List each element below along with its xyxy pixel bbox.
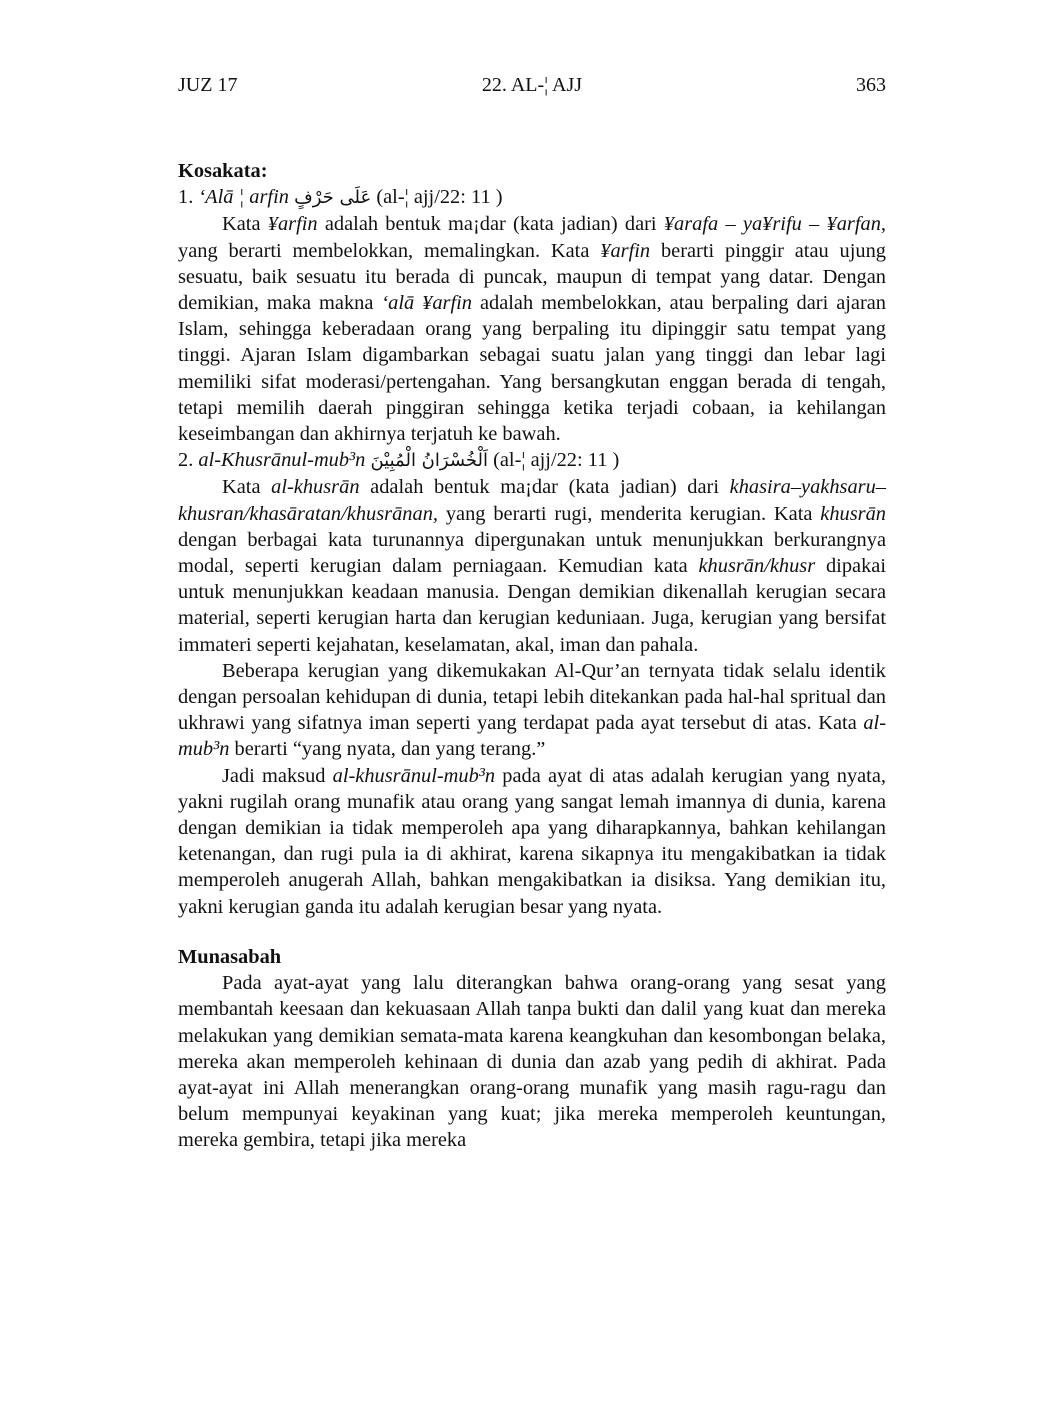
surah-label: 22. AL-¦ AJJ <box>481 74 583 96</box>
section-gap <box>178 920 886 944</box>
vocab-paragraph-1: Kata ¥arfin adalah bentuk ma¡dar (kata jadian) dari ¥arafa – ya¥rifu – ¥arfan, yang berarti membelokkan, memalingkan. Kata ¥arfin berarti pinggir atau ujung sesuatu, baik sesuatu itu berada di puncak, maupun di tempat yang datar. Dengan demikian, maka makna ‘alā ¥arfin adalah membelokkan, atau berpaling dari ajaran Islam, sehingga keberadaan orang yang berpaling itu dipinggir satu tempat yang tinggi. Ajaran Islam digambarkan sebagai suatu jalan yang tinggi dan lebar lagi memiliki sifat moderasi/pertengahan. Yang bersangkutan enggan berada di tengah, tetapi memilih daerah pinggiran sehingga ketika terjadi cobaan, ia kehilangan keseimbangan dan akhirnya terjatuh ke bawah. <box>178 213 886 446</box>
entry-term: al-Khusrānul-mub³n <box>198 449 366 472</box>
running-header <box>178 74 886 104</box>
juz-label: JUZ 17 <box>178 74 238 96</box>
entry-arabic: اَلْخُسْرَانُ الْمُبِيْنَ <box>370 450 488 472</box>
vocab-paragraph-4: Jadi maksud al-khusrānul-mub³n pada ayat di atas adalah kerugian yang nyata, yakni rugilah orang munafik atau orang yang sangat lemah imannya di dunia, karena dengan demikian ia tidak memperoleh apa yang diharapkannya, bahkan kehilangan ketenangan, dan rugi pula ia di akhirat, karena sikapnya itu mengakibatkan ia tidak memperoleh anugerah Allah, bahkan mengakibatkan ia disiksa. Yang demikian itu, yakni kerugian ganda itu adalah kerugian besar yang nyata. <box>178 764 886 918</box>
kosakata-heading: Kosakata: <box>178 160 268 182</box>
munasabah-heading: Munasabah <box>178 945 282 968</box>
vocab-entry-2 <box>178 447 886 474</box>
page-number: 363 <box>856 74 886 96</box>
vocab-paragraph-2: Kata al-khusrān adalah bentuk ma¡dar (kata jadian) dari khasira–yakhsaru–khusran/khasāratan/khusrānan, yang berarti rugi, menderita kerugian. Kata khusrān dengan berbagai kata turunannya dipergunakan untuk menunjukkan berkurangnya modal, seperti kerugian dalam perniagaan. Kemudian kata khusrān/khusr dipakai untuk menunjukkan keadaan manusia. Dengan demikian dikenallah kerugian secara material, seperti kerugian harta dan kerugian keduniaan. Juga, kerugian yang bersifat immateri seperti kejahatan, keselamatan, akal, iman dan pahala. <box>178 476 886 656</box>
vocab-paragraph-3: Beberapa kerugian yang dikemukakan Al-Qur’an ternyata tidak selalu identik dengan persoalan kehidupan di dunia, tetapi lebih ditekankan pada hal-hal spritual dan ukhrawi yang sifatnya iman seperti yang terdapat pada ayat tersebut di atas. Kata al-mub³n berarti “yang nyata, dan yang terang.” <box>178 659 886 761</box>
entry-reference: (al-¦ ajj/22: 11 ) <box>376 186 503 209</box>
entry-arabic: عَلَى حَرْفٍ <box>294 187 372 209</box>
main-content <box>178 158 886 1154</box>
entry-term: ‘Alā ¦ arfin <box>198 186 289 209</box>
entry-number: 2. <box>178 449 199 472</box>
entry-number: 1. <box>178 186 199 209</box>
entry-reference: (al-¦ ajj/22: 11 ) <box>493 449 620 472</box>
munasabah-paragraph: Pada ayat-ayat yang lalu diterangkan bahwa orang-orang yang sesat yang membantah keesaan dan kekuasaan Allah tanpa bukti dan dalil yang kuat dan mereka melakukan yang demikian semata-mata karena keangkuhan dan kesombongan belaka, mereka akan memperoleh kehinaan di dunia dan azab yang pedih di akhirat. Pada ayat-ayat ini Allah menerangkan orang-orang munafik yang masih ragu-ragu dan belum mempunyai keyakinan yang kuat; jika mereka memperoleh keuntungan, mereka gembira, tetapi jika mereka <box>178 972 886 1152</box>
vocab-entry-1 <box>178 184 886 211</box>
